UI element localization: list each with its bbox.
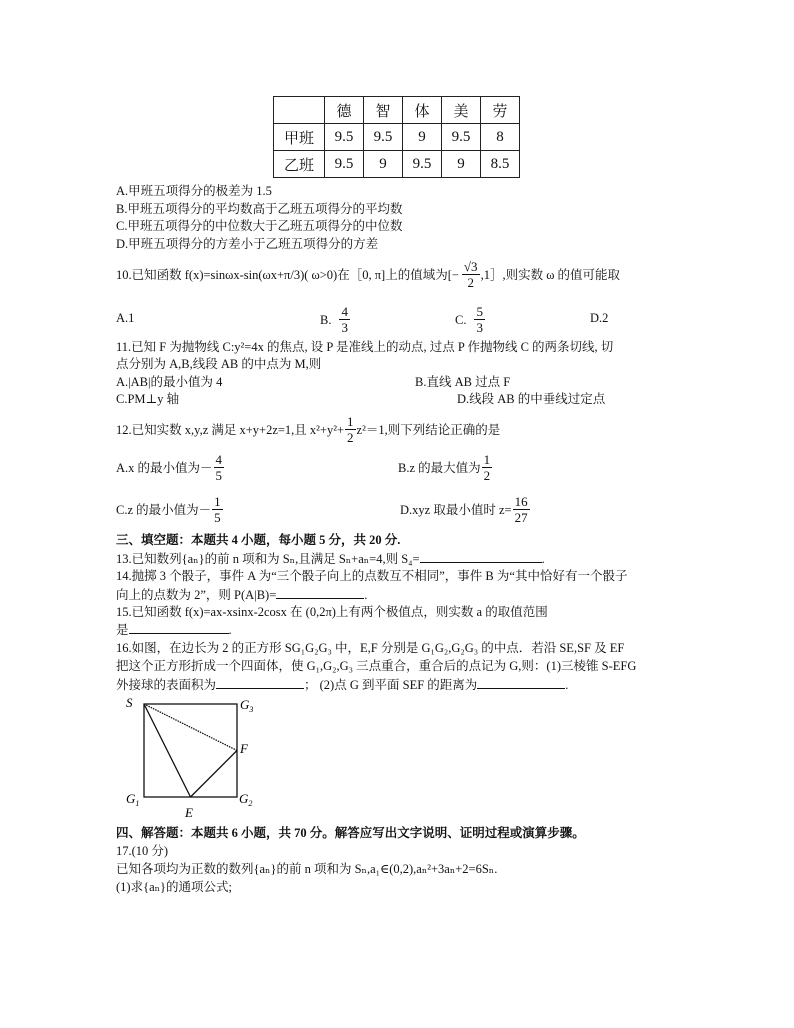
table-cell: 9.5 [325, 124, 364, 151]
q16-end: . [565, 678, 569, 692]
q14-line2 [116, 586, 367, 603]
label-g3: $G_3$ [240, 697, 254, 714]
fraction-numerator: 1 [347, 414, 354, 429]
q12-stem [116, 414, 500, 445]
q16-line1: 16.如图，在边长为 2 的正方形 SG₁G₂G₃ 中，E,F 分别是 G₁G₂,G₂G₃ 的中点．若沿 SE,SF 及 EF [116, 641, 625, 655]
q12-stem-text: 12.已知实数 x,y,z 满足 x+y+2z=1,且 x²+y²+ [116, 422, 345, 437]
table-cell: 9 [364, 151, 403, 178]
q10-fraction [462, 259, 480, 290]
q14-end: . [364, 588, 368, 602]
q9-option-b: B.甲班五项得分的平均数高于乙班五项得分的平均数 [116, 202, 403, 216]
q11-line1: 11.已知 F 为抛物线 C:y²=4x 的焦点, 设 P 是准线上的动点, 过点 P 作抛物线 C 的两条切线, 切 [116, 340, 614, 354]
q14-text: 向上的点数为 2”，则 P(A|B)= [116, 588, 277, 602]
option-label: C. [455, 312, 467, 327]
fraction-denominator: 2 [347, 430, 354, 445]
table-cell: 9.5 [442, 124, 481, 151]
option-fraction [212, 494, 223, 525]
option-label: C.z 的最小值为－ [116, 502, 212, 517]
table-cell: 乙班 [274, 151, 325, 178]
q10-option-b [320, 304, 351, 335]
table-cell: 9.5 [364, 124, 403, 151]
q11-option-d: D.线段 AB 的中垂线过定点 [457, 392, 606, 406]
q10-option-c [455, 304, 486, 335]
fraction-denominator: 2 [467, 275, 474, 290]
q15-line1: 15.已知函数 f(x)=ax-xsinx-2cosx 在 (0,2π)上有两个极值点，则实数 a 的取值范围 [116, 605, 548, 619]
q10-stem: 10.已知函数 f(x)=sinωx-sin(ωx+π/3)( ω>0)在［0, π]上的值域为[ − $\frac{√3}{2}$ ,1］,则实数 ω 的值可能取 [116, 259, 621, 290]
answer-blank [129, 621, 229, 634]
q16-text-a: 外接球的表面积为 [116, 678, 217, 692]
q13-end: . [541, 552, 545, 566]
label-g2: $G_2$ [239, 791, 253, 808]
fraction-numerator: 4 [215, 452, 223, 467]
square-outline [144, 704, 237, 797]
table-cell: 8 [481, 124, 520, 151]
option-fraction [482, 452, 493, 483]
table-cell: 9.5 [325, 151, 364, 178]
q9-option-a: A.甲班五项得分的极差为 1.5 [116, 184, 272, 198]
q16-text-b: ； (2)点 G 到平面 SEF 的距离为 [304, 678, 478, 692]
q12-option-c [116, 494, 224, 525]
table-cell: 体 [403, 97, 442, 124]
fraction-denominator: 3 [341, 320, 348, 335]
table-cell: 美 [442, 97, 481, 124]
answer-blank [420, 550, 542, 563]
option-fraction [339, 304, 350, 335]
q10-stem-text-end: ,1］,则实数 ω 的值可能取 [480, 267, 621, 282]
q9-option-c: C.甲班五项得分的中位数大于乙班五项得分的中位数 [116, 219, 403, 233]
table-row [274, 124, 520, 151]
q13 [116, 550, 545, 567]
option-fraction [513, 494, 530, 525]
segment-se [144, 704, 191, 797]
q17-line2: (1)求{aₙ}的通项公式; [116, 880, 233, 894]
option-label: D.xyz 取最小值时 z= [400, 502, 512, 517]
q12-stem-text-end: z²＝1,则下列结论正确的是 [356, 422, 501, 437]
table-cell: 8.5 [481, 151, 520, 178]
q11-line2: 点分别为 A,B,线段 AB 的中点为 M,则 [116, 357, 322, 371]
fraction-numerator: 4 [341, 304, 348, 319]
fraction-numerator: √3 [463, 259, 478, 274]
q10-stem-text: 10.已知函数 f(x)=sinωx-sin(ωx+π/3)( ω>0)在［0, π]上的值域为[ [116, 267, 452, 282]
fraction-numerator: 1 [214, 494, 221, 509]
option-fraction [474, 304, 485, 335]
square-fold-figure [120, 693, 270, 823]
section-4-heading: 四、解答题：本题共 6 小题，共 70 分。解答应写出文字说明、证明过程或演算步骤。 [116, 826, 585, 840]
label-s: S [126, 695, 133, 710]
answer-blank [276, 586, 364, 599]
q10-option-a: A.1 [116, 311, 135, 325]
q17-heading: 17.(10 分) [116, 844, 169, 858]
q12-option-a [116, 452, 225, 483]
table-cell: 智 [364, 97, 403, 124]
fraction-denominator: 2 [483, 468, 491, 483]
option-fraction [214, 452, 225, 483]
q10-option-d: D.2 [590, 311, 609, 325]
q15-end: . [228, 623, 232, 637]
label-f: F [240, 741, 248, 756]
q12-option-d [400, 494, 531, 525]
segment-sf [144, 704, 237, 751]
q11-option-b: B.直线 AB 过点 F [415, 375, 511, 389]
answer-blank [216, 676, 304, 689]
fraction-denominator: 5 [215, 468, 223, 483]
table-cell: 德 [325, 97, 364, 124]
table-cell: 甲班 [274, 124, 325, 151]
q15-line2 [116, 621, 232, 638]
q14-line1: 14.抛掷 3 个骰子，事件 A 为“三个骰子向上的点数互不相同”，事件 B 为“其中恰好有一个骰子 [116, 569, 628, 583]
table-cell: 9 [403, 124, 442, 151]
label-g1: $G_1$ [126, 791, 140, 808]
fraction-numerator: 5 [476, 304, 483, 319]
table-cell: 9.5 [403, 151, 442, 178]
fraction-denominator: 3 [476, 320, 483, 335]
q9-option-d: D.甲班五项得分的方差小于乙班五项得分的方差 [116, 237, 379, 251]
fraction-numerator: 1 [483, 452, 491, 467]
q17-line1: 已知各项均为正数的数列{aₙ}的前 n 项和为 Sₙ,a₁∈(0,2),aₙ²+3aₙ+2=6Sₙ. [116, 862, 498, 876]
q16-line2: 把这个正方形折成一个四面体，使 G₁,G₂,G₃ 三点重合，重合后的点记为 G,则：(1)三棱锥 S-EFG [116, 659, 637, 673]
q11-option-c: C.PM⊥y 轴 [116, 392, 180, 406]
q15-text: 是 [116, 623, 129, 637]
segment-ef [191, 751, 238, 798]
score-table [273, 96, 520, 178]
fraction-denominator: 5 [214, 510, 221, 525]
table-row [274, 151, 520, 178]
label-e: E [185, 805, 193, 820]
table-header-row [274, 97, 520, 124]
table-cell: 劳 [481, 97, 520, 124]
q12-fraction [345, 414, 356, 445]
q11-option-a: A.|AB|的最小值为 4 [116, 375, 223, 389]
option-label: B. [320, 312, 332, 327]
option-label: B.z 的最大值为 [398, 460, 481, 475]
answer-blank [477, 676, 565, 689]
table-cell: 9 [442, 151, 481, 178]
q13-text: 13.已知数列{aₙ}的前 n 项和为 Sₙ,且满足 Sₙ+aₙ=4,则 S₄= [116, 552, 420, 566]
q16-line3 [116, 676, 568, 693]
section-3-heading: 三、填空题：本题共 4 小题，每小题 5 分，共 20 分. [116, 533, 401, 547]
q12-option-b [398, 452, 493, 483]
fraction-numerator: 16 [514, 494, 528, 509]
fraction-denominator: 27 [514, 510, 528, 525]
table-cell [274, 97, 325, 124]
option-label: A.x 的最小值为－ [116, 460, 213, 475]
